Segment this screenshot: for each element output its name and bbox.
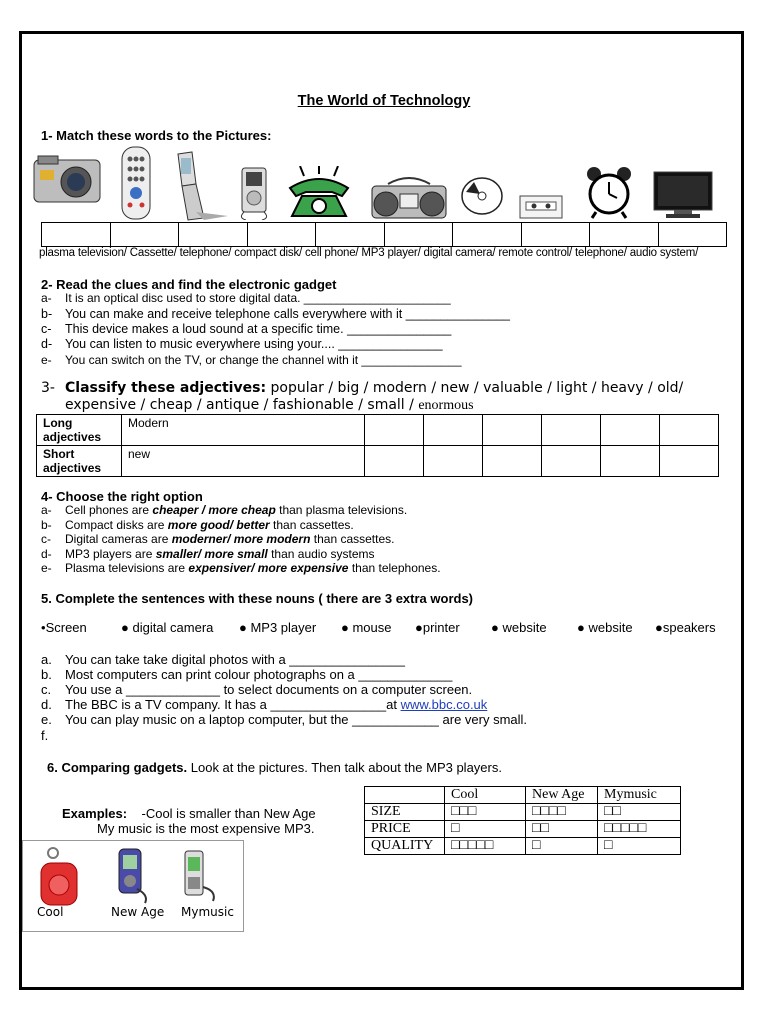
section6-instruction: Look at the pictures. Then talk about the MP3 players. [187,760,502,775]
option-post: than cassettes. [269,518,354,532]
adjective-list-2: expensive / cheap / antique / fashionable / small / [65,397,414,413]
item-letter: a. [41,652,52,667]
clue-text: It is an optical disc used to store digital data. ______________________ [65,291,451,305]
noun-text: MP3 player [250,620,317,635]
item-letter: b- [41,307,53,321]
mp3-comparison-table [364,786,681,855]
noun-text: website [502,620,547,635]
table-cell[interactable] [601,446,660,477]
sentence-text: You can take take digital photos with a ________________ [65,652,405,667]
picture-strip [30,142,730,222]
noun-item: ● mouse [341,620,392,635]
noun-text: website [588,620,633,635]
table-row [37,446,719,477]
item-letter: c- [41,532,51,546]
noun-item: ● speakers [655,620,716,635]
table-cell: □□ [598,804,681,821]
item-letter: c- [41,322,52,336]
noun-text: printer [422,620,460,635]
item-letter: c. [41,682,52,697]
answer-box[interactable] [385,223,454,246]
item-letter: f. [41,728,49,743]
table-cell: □ [445,821,526,838]
example-text: My music is the most expensive MP3. [97,821,315,836]
player-label: New Age [111,905,165,919]
option-choice[interactable]: smaller/ more small [155,547,268,561]
radio-cassette-icon [368,176,450,222]
item-letter: e- [41,353,52,367]
item-letter: a- [41,503,52,517]
compact-disk-icon [460,176,504,216]
item-letter: d. [41,697,52,712]
section1-heading: 1- Match these words to the Pictures: [41,128,272,143]
option-choice[interactable]: cheaper / more cheap [152,503,276,517]
section3-heading [41,380,741,396]
table-header-cell: Mymusic [598,787,681,804]
section4-heading: 4- Choose the right option [41,489,203,504]
table-cell: □□□□ [526,804,598,821]
table-cell[interactable] [659,446,718,477]
option-pre: MP3 players are [65,547,156,561]
answer-box[interactable] [111,223,180,246]
mp3-player-icon [236,162,272,220]
option-post: than telephones. [348,561,441,575]
table-cell: PRICE [365,821,445,838]
clue-text: You can make and receive telephone calls everywhere with it _______________ [65,307,510,321]
cell-phone-icon [170,150,230,222]
table-cell: □□□□□ [598,821,681,838]
table-cell: □ [598,838,681,855]
option-pre: Cell phones are [65,503,153,517]
section6-title: 6. Comparing gadgets. [47,760,188,775]
table-cell[interactable] [542,446,601,477]
table-cell: QUALITY [365,838,445,855]
row-label: Long adjectives [37,415,122,446]
answer-box[interactable] [179,223,248,246]
option-pre: Digital cameras are [65,532,172,546]
option-pre: Plasma televisions are [65,561,189,575]
cassette-icon [518,194,564,220]
table-cell[interactable] [601,415,660,446]
option-post: than audio systems [267,547,375,561]
mymusic-player-icon [175,847,225,907]
adjective-list-1: popular / big / modern / new / valuable / light / heavy / old/ [270,380,684,396]
table-cell[interactable] [483,446,542,477]
noun-text: mouse [352,620,392,635]
examples-label: Examples: [62,806,128,821]
telephone-icon [284,166,354,222]
item-letter: e- [41,561,52,575]
noun-item: • Screen [41,620,87,635]
section5-heading: 5. Complete the sentences with these nouns ( there are 3 extra words) [41,591,474,606]
table-cell[interactable] [483,415,542,446]
clue-text: You can listen to music everywhere using your.... _______________ [65,337,443,351]
section-number: 3- [41,380,55,396]
item-letter: d- [41,547,52,561]
alarm-clock-icon [584,164,634,220]
section2-heading: 2- Read the clues and find the electronic gadget [41,277,337,292]
section6-heading [47,760,502,775]
player-label: Cool [37,905,64,919]
answer-boxes [41,222,727,247]
table-cell[interactable] [659,415,718,446]
answer-box[interactable] [659,223,727,246]
section3-line2 [65,397,474,414]
answer-box[interactable] [248,223,317,246]
answer-box[interactable] [522,223,591,246]
page-title: The World of Technology [297,93,471,109]
examples-line1 [62,806,316,821]
item-letter: b. [41,667,52,682]
table-cell: SIZE [365,804,445,821]
table-cell: □□□ [445,804,526,821]
table-row [365,838,681,855]
table-row [365,821,681,838]
camera-icon [32,154,102,206]
option-choice[interactable]: more good/ better [167,518,270,532]
table-row [365,804,681,821]
sentence-text: Most computers can print colour photographs on a _____________ [65,667,453,682]
classify-table [36,414,719,477]
table-header-cell: New Age [526,787,598,804]
table-header-cell: Cool [445,787,526,804]
noun-item: ● digital camera [121,620,214,635]
table-cell[interactable]: new [122,446,365,477]
new-age-player-icon [107,845,157,907]
noun-item: ● printer [415,620,460,635]
table-row [365,787,681,804]
table-cell: □ [526,838,598,855]
classify-label: Classify these adjectives: [65,380,267,396]
noun-item: ● website [577,620,633,635]
option-choice[interactable]: expensiver/ more expensive [188,561,349,575]
table-cell: □□ [526,821,598,838]
table-header-cell [365,787,445,804]
item-letter: b- [41,518,52,532]
option-choice[interactable]: moderner/ more modern [171,532,311,546]
mp3-players-image [22,840,244,932]
table-cell[interactable]: Modern [122,415,365,446]
plasma-tv-icon [652,170,714,220]
cool-player-icon [35,847,85,909]
table-cell[interactable] [365,446,424,477]
sentence-text: The BBC is a TV company. It has a ________________at [65,697,401,712]
option-post: than cassettes. [310,532,395,546]
row-label: Short adjectives [37,446,122,477]
bbc-link[interactable]: www.bbc.co.uk [400,697,488,712]
sentence-text: You can play music on a laptop computer, but the ____________ are very small. [65,712,528,727]
sentence-text: You use a _____________ to select documents on a computer screen. [65,682,473,697]
player-label: Mymusic [181,905,234,919]
remote-control-icon [118,145,154,221]
item-letter: a- [41,291,52,305]
answer-box[interactable] [316,223,385,246]
item-letter: e. [41,712,52,727]
item-letter: d- [41,337,53,351]
table-cell[interactable] [365,415,424,446]
example-text: -Cool is smaller than New Age [141,806,316,821]
word-bank: plasma television/ Cassette/ telephone/ compact disk/ cell phone/ MP3 player/ digital camera/ remote control/ telephone/ audio system/ [39,247,699,259]
table-cell[interactable] [542,415,601,446]
noun-text: speakers [662,620,716,635]
noun-item: ● MP3 player [239,620,317,635]
answer-box[interactable] [590,223,659,246]
noun-item: ● website [491,620,547,635]
adjective-enormous: enormous [418,398,474,413]
noun-text: Screen [45,620,87,635]
table-cell[interactable] [424,415,483,446]
table-cell: □□□□□ [445,838,526,855]
table-cell[interactable] [424,446,483,477]
table-row [37,415,719,446]
option-pre: Compact disks are [65,518,168,532]
clue-text: You can switch on the TV, or change the channel with it _______________ [65,353,462,367]
option-post: than plasma televisions. [275,503,408,517]
clue-text: This device makes a loud sound at a specific time. _______________ [65,322,452,336]
noun-text: digital camera [132,620,214,635]
answer-box[interactable] [453,223,522,246]
answer-box[interactable] [42,223,111,246]
